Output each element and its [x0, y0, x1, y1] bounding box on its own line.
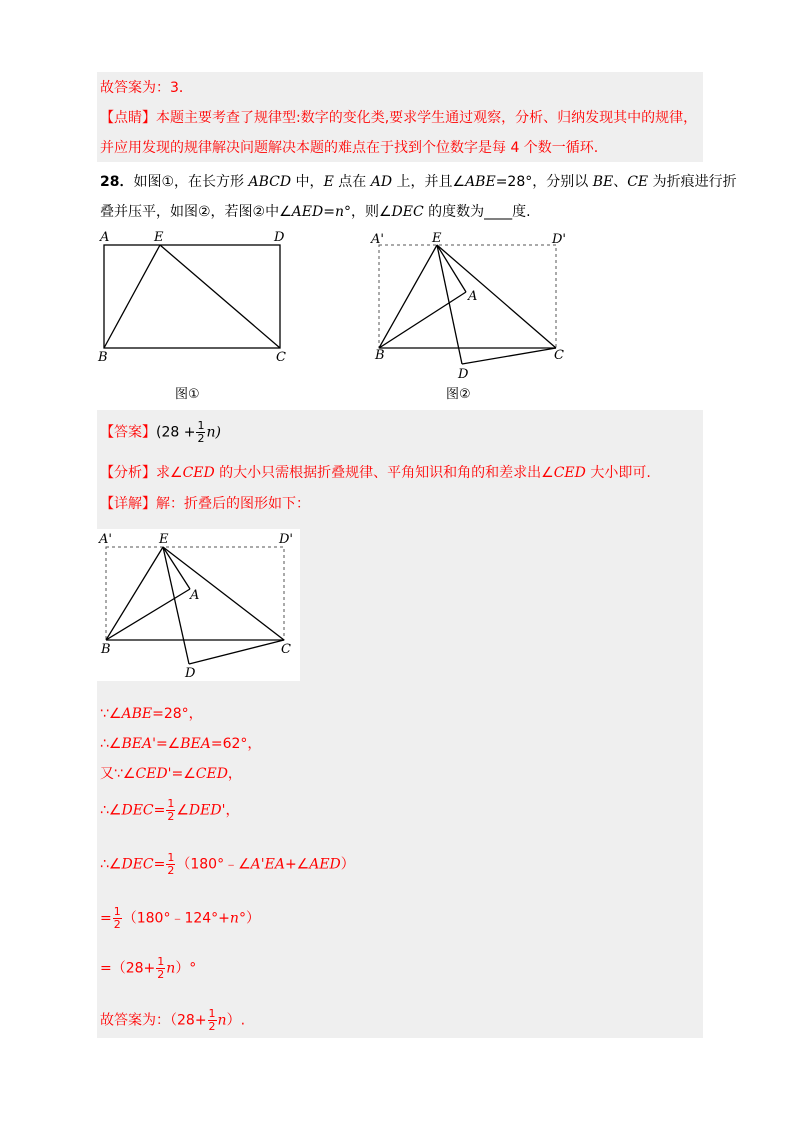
answer-fraction — [196, 420, 205, 445]
answer-expr-pre: (28 + — [156, 424, 196, 441]
figure-3 — [97, 529, 300, 681]
s-text: 又∵∠ — [100, 766, 136, 782]
frac-den: 2 — [197, 432, 205, 445]
detail-line — [100, 494, 310, 514]
s-text: =∠ — [171, 766, 196, 782]
step-7 — [100, 956, 196, 981]
fig1-label-c: C — [276, 350, 286, 363]
s-text: = — [100, 910, 112, 927]
q-text: 上，并且∠ — [392, 174, 466, 190]
s-var: DEC — [121, 856, 154, 873]
figure-2-caption: 图② — [446, 387, 471, 402]
q-text: °，则∠ — [343, 204, 392, 220]
comment-tag: 【点睛】 — [100, 110, 156, 126]
fig2-label-d: D — [458, 367, 469, 378]
s-text: （180°﹣124°+ — [122, 910, 230, 927]
step-4 — [100, 798, 239, 823]
fig1-label-b: B — [98, 350, 108, 363]
q-var: ABE — [465, 174, 496, 190]
detail-text: 解：折叠后的图形如下： — [156, 496, 310, 512]
q-text: =28°，分别以 — [495, 174, 593, 190]
s-text: （180°﹣∠ — [176, 856, 251, 873]
q-var: DEC — [391, 204, 424, 220]
frac-den: 2 — [208, 1020, 216, 1033]
q-text: 、 — [613, 174, 628, 190]
s-var: BEA' — [121, 736, 156, 752]
a-text: 大小即可. — [585, 465, 651, 481]
s-text: 故答案为：（28+ — [100, 1012, 207, 1029]
s-text: ∵∠ — [100, 706, 122, 722]
s-var: A'EA — [250, 856, 285, 873]
frac-den: 2 — [113, 918, 121, 931]
s-text: = — [153, 802, 166, 819]
frac-den: 2 — [157, 968, 165, 981]
fig3-label-b: B — [101, 642, 111, 657]
s-var: AED — [309, 856, 341, 873]
detail-tag: 【详解】 — [100, 496, 156, 512]
s-text: ）° — [175, 960, 197, 977]
fig3-label-e: E — [159, 532, 169, 547]
s-text: °） — [238, 910, 260, 927]
step-8 — [100, 1008, 245, 1033]
s-text: =∠ — [155, 736, 181, 752]
answer-expr-post: n) — [206, 424, 221, 441]
question-line-1 — [100, 172, 737, 192]
step-4-fraction — [166, 798, 175, 823]
answer-line-prev: 故答案为：3． — [100, 80, 193, 96]
s-text: = — [153, 856, 166, 873]
answer-line — [100, 420, 221, 445]
frac-num: 1 — [208, 1007, 216, 1020]
s-text: ， — [227, 766, 242, 782]
comment-text-1: 本题主要考查了规律型:数字的变化类,要求学生通过观察，分析、归纳发现其中的规律， — [156, 110, 698, 126]
q-var: n — [334, 204, 344, 220]
fig3-label-c: C — [281, 642, 291, 657]
answer-blank: ____ — [484, 204, 513, 220]
figure-2 — [366, 228, 576, 378]
question-number: 28． — [100, 174, 134, 190]
fig3-label-a-prime: A' — [99, 532, 112, 547]
step-6 — [100, 906, 260, 931]
q-var: BE — [592, 174, 614, 190]
step-7-fraction — [156, 956, 165, 981]
s-var: ABE — [121, 706, 153, 722]
q-var: CE — [627, 174, 649, 190]
q-var: AED — [291, 204, 324, 220]
fig2-label-d-prime: D' — [552, 232, 566, 247]
a-var: CED — [553, 465, 586, 481]
fig3-label-d-prime: D' — [279, 532, 293, 547]
q-var: AD — [370, 174, 393, 190]
fig2-label-e: E — [432, 231, 442, 246]
q-text: 的度数为 — [423, 204, 485, 220]
q-text: 叠并压平，如图②，若图②中∠ — [100, 204, 292, 220]
figure-1 — [90, 228, 300, 363]
s-text: ， — [225, 802, 240, 819]
s-text: ∴∠ — [100, 802, 122, 819]
s-var: DED' — [188, 802, 226, 819]
frac-num: 1 — [167, 797, 175, 810]
a-text: 求∠ — [156, 465, 183, 481]
step-3 — [100, 764, 242, 784]
step-1 — [100, 704, 203, 724]
q-var: E — [323, 174, 334, 190]
s-var: n — [229, 910, 239, 927]
s-text: ∠ — [176, 802, 189, 819]
frac-num: 1 — [197, 419, 205, 432]
s-var: n — [166, 960, 176, 977]
a-text: 的大小只需根据折叠规律、平角知识和角的和差求出∠ — [214, 465, 554, 481]
comment-line-2: 并应用发现的规律解决问题解决本题的难点在于找到个位数字是每 4 个数一循环. — [100, 140, 599, 156]
fig3-label-d: D — [185, 666, 196, 681]
q-text: 如图①，在长方形 — [133, 174, 249, 190]
s-text: =62°， — [210, 736, 262, 752]
question-line-2 — [100, 202, 531, 222]
frac-num: 1 — [157, 955, 165, 968]
q-text: 中， — [291, 174, 324, 190]
frac-num: 1 — [167, 851, 175, 864]
q-text: 为折痕进行折 — [648, 174, 737, 190]
q-text: = — [323, 204, 335, 220]
q-var: ABCD — [248, 174, 292, 190]
s-text: =28°， — [152, 706, 203, 722]
s-text: ∴∠ — [100, 856, 122, 873]
s-var: n — [217, 1012, 227, 1029]
s-text: +∠ — [284, 856, 310, 873]
s-var: DEC — [121, 802, 154, 819]
s-text: =（28+ — [100, 960, 156, 977]
s-text: ∴∠ — [100, 736, 122, 752]
frac-den: 2 — [167, 810, 175, 823]
fig2-label-c: C — [554, 348, 564, 363]
fig1-label-d: D — [274, 230, 285, 245]
fig1-label-a: A — [100, 230, 110, 245]
frac-num: 1 — [113, 905, 121, 918]
step-2 — [100, 734, 261, 754]
q-text: 度. — [512, 204, 531, 220]
s-var: BEA — [180, 736, 211, 752]
analysis-line — [100, 463, 651, 483]
fig2-label-b: B — [375, 348, 385, 363]
s-text: ） — [340, 856, 355, 873]
fig2-label-a: A — [468, 289, 478, 304]
figure-1-caption: 图① — [175, 387, 200, 402]
fig2-label-a-prime: A' — [371, 232, 384, 247]
s-var: CED' — [135, 766, 172, 782]
a-var: CED — [182, 465, 215, 481]
step-5 — [100, 852, 355, 877]
analysis-tag: 【分析】 — [100, 465, 156, 481]
frac-den: 2 — [167, 864, 175, 877]
fig3-label-a: A — [190, 588, 200, 603]
step-8-fraction — [208, 1008, 217, 1033]
q-text: 点在 — [333, 174, 371, 190]
comment-line-1 — [100, 108, 697, 128]
step-6-fraction — [113, 906, 122, 931]
answer-tag: 【答案】 — [100, 424, 156, 441]
step-5-fraction — [166, 852, 175, 877]
s-text: ）. — [226, 1012, 246, 1029]
s-var: CED — [195, 766, 228, 782]
fig1-label-e: E — [154, 230, 164, 245]
